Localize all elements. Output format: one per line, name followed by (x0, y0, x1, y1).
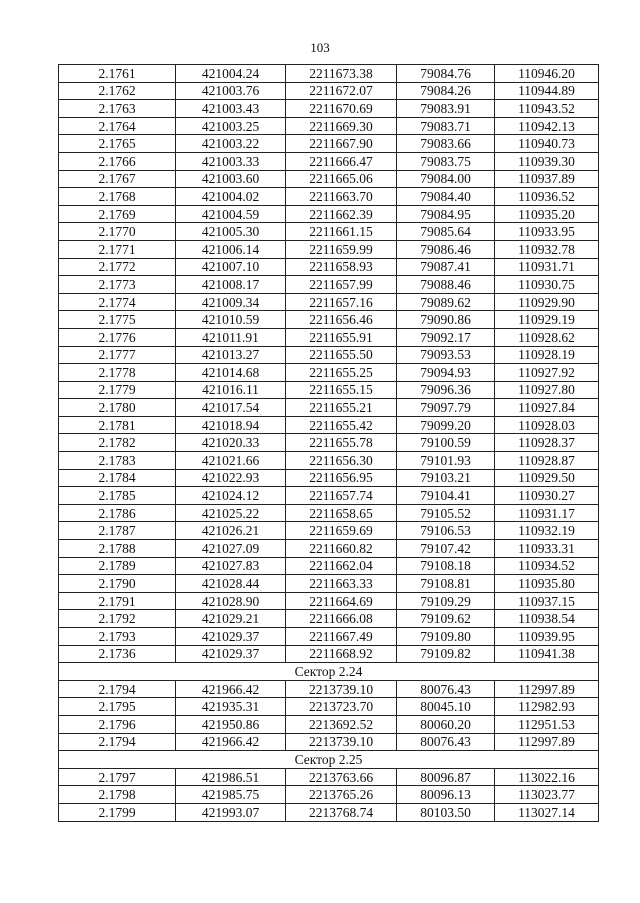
point-id-cell: 2.1776 (59, 328, 176, 346)
point-id-cell: 2.1788 (59, 540, 176, 558)
y-coord-cell: 2211656.46 (286, 311, 397, 329)
point-id-cell: 2.1797 (59, 768, 176, 786)
y-coord-cell: 2211661.15 (286, 223, 397, 241)
local-x-cell: 79109.62 (397, 610, 495, 628)
point-id-cell: 2.1763 (59, 100, 176, 118)
local-x-cell: 80096.13 (397, 786, 495, 804)
table-row (59, 276, 599, 294)
local-x-cell: 79084.76 (397, 65, 495, 83)
x-coord-cell: 421029.37 (176, 628, 286, 646)
point-id-cell: 2.1790 (59, 575, 176, 593)
table-row (59, 170, 599, 188)
x-coord-cell: 421013.27 (176, 346, 286, 364)
table-row (59, 399, 599, 417)
local-y-cell: 110939.95 (495, 628, 599, 646)
table-row (59, 540, 599, 558)
y-coord-cell: 2211665.06 (286, 170, 397, 188)
table-row (59, 434, 599, 452)
local-y-cell: 110929.50 (495, 469, 599, 487)
point-id-cell: 2.1772 (59, 258, 176, 276)
y-coord-cell: 2211655.42 (286, 416, 397, 434)
x-coord-cell: 421014.68 (176, 364, 286, 382)
point-id-cell: 2.1778 (59, 364, 176, 382)
y-coord-cell: 2211656.30 (286, 452, 397, 470)
table-row (59, 610, 599, 628)
point-id-cell: 2.1787 (59, 522, 176, 540)
local-x-cell: 79088.46 (397, 276, 495, 294)
table-row (59, 487, 599, 505)
table-row (59, 381, 599, 399)
point-id-cell: 2.1777 (59, 346, 176, 364)
y-coord-cell: 2211659.99 (286, 240, 397, 258)
table-row (59, 698, 599, 716)
x-coord-cell: 421010.59 (176, 311, 286, 329)
local-y-cell: 110927.80 (495, 381, 599, 399)
x-coord-cell: 421004.02 (176, 188, 286, 206)
sector-header-row (59, 751, 599, 769)
x-coord-cell: 421985.75 (176, 786, 286, 804)
x-coord-cell: 421024.12 (176, 487, 286, 505)
point-id-cell: 2.1774 (59, 293, 176, 311)
local-y-cell: 110936.52 (495, 188, 599, 206)
local-x-cell: 79109.80 (397, 628, 495, 646)
table-row (59, 328, 599, 346)
local-x-cell: 79086.46 (397, 240, 495, 258)
local-y-cell: 110944.89 (495, 82, 599, 100)
point-id-cell: 2.1769 (59, 205, 176, 223)
y-coord-cell: 2211663.70 (286, 188, 397, 206)
table-row (59, 205, 599, 223)
point-id-cell: 2.1782 (59, 434, 176, 452)
table-row (59, 82, 599, 100)
local-x-cell: 79090.86 (397, 311, 495, 329)
local-x-cell: 79092.17 (397, 328, 495, 346)
local-y-cell: 110943.52 (495, 100, 599, 118)
point-id-cell: 2.1793 (59, 628, 176, 646)
local-y-cell: 110939.30 (495, 152, 599, 170)
local-x-cell: 79093.53 (397, 346, 495, 364)
sector-title: Сектор 2.24 (59, 663, 599, 681)
local-x-cell: 79105.52 (397, 504, 495, 522)
local-x-cell: 79083.66 (397, 135, 495, 153)
point-id-cell: 2.1795 (59, 698, 176, 716)
local-x-cell: 79085.64 (397, 223, 495, 241)
y-coord-cell: 2213739.10 (286, 680, 397, 698)
point-id-cell: 2.1764 (59, 117, 176, 135)
x-coord-cell: 421026.21 (176, 522, 286, 540)
point-id-cell: 2.1783 (59, 452, 176, 470)
table-row (59, 188, 599, 206)
x-coord-cell: 421021.66 (176, 452, 286, 470)
x-coord-cell: 421009.34 (176, 293, 286, 311)
x-coord-cell: 421986.51 (176, 768, 286, 786)
x-coord-cell: 421950.86 (176, 715, 286, 733)
local-y-cell: 110927.84 (495, 399, 599, 417)
table-row (59, 803, 599, 821)
table-row (59, 645, 599, 663)
y-coord-cell: 2211659.69 (286, 522, 397, 540)
local-x-cell: 79087.41 (397, 258, 495, 276)
x-coord-cell: 421004.59 (176, 205, 286, 223)
x-coord-cell: 421018.94 (176, 416, 286, 434)
table-row (59, 135, 599, 153)
y-coord-cell: 2211655.25 (286, 364, 397, 382)
local-y-cell: 110933.95 (495, 223, 599, 241)
y-coord-cell: 2211668.92 (286, 645, 397, 663)
local-y-cell: 110928.19 (495, 346, 599, 364)
point-id-cell: 2.1780 (59, 399, 176, 417)
x-coord-cell: 421004.24 (176, 65, 286, 83)
local-x-cell: 80096.87 (397, 768, 495, 786)
table-row (59, 452, 599, 470)
local-y-cell: 110928.03 (495, 416, 599, 434)
table-row (59, 293, 599, 311)
x-coord-cell: 421028.44 (176, 575, 286, 593)
y-coord-cell: 2211657.16 (286, 293, 397, 311)
x-coord-cell: 421003.22 (176, 135, 286, 153)
table-row (59, 504, 599, 522)
local-y-cell: 113023.77 (495, 786, 599, 804)
local-y-cell: 112997.89 (495, 680, 599, 698)
y-coord-cell: 2213723.70 (286, 698, 397, 716)
local-x-cell: 79084.26 (397, 82, 495, 100)
x-coord-cell: 421003.60 (176, 170, 286, 188)
local-y-cell: 110928.87 (495, 452, 599, 470)
y-coord-cell: 2211655.50 (286, 346, 397, 364)
local-y-cell: 110930.75 (495, 276, 599, 294)
y-coord-cell: 2211655.78 (286, 434, 397, 452)
point-id-cell: 2.1779 (59, 381, 176, 399)
table-row (59, 117, 599, 135)
table-row (59, 258, 599, 276)
point-id-cell: 2.1794 (59, 680, 176, 698)
table-row (59, 522, 599, 540)
y-coord-cell: 2213692.52 (286, 715, 397, 733)
y-coord-cell: 2211662.39 (286, 205, 397, 223)
point-id-cell: 2.1773 (59, 276, 176, 294)
table-row (59, 65, 599, 83)
point-id-cell: 2.1766 (59, 152, 176, 170)
local-y-cell: 110937.89 (495, 170, 599, 188)
local-y-cell: 112982.93 (495, 698, 599, 716)
x-coord-cell: 421003.25 (176, 117, 286, 135)
table-row (59, 469, 599, 487)
table-row (59, 416, 599, 434)
page-number: 103 (310, 40, 330, 55)
local-x-cell: 79104.41 (397, 487, 495, 505)
point-id-cell: 2.1792 (59, 610, 176, 628)
table-row (59, 223, 599, 241)
table-row (59, 786, 599, 804)
table-row (59, 715, 599, 733)
table-row (59, 557, 599, 575)
table-row (59, 311, 599, 329)
y-coord-cell: 2211655.15 (286, 381, 397, 399)
local-y-cell: 110929.19 (495, 311, 599, 329)
point-id-cell: 2.1775 (59, 311, 176, 329)
y-coord-cell: 2213768.74 (286, 803, 397, 821)
x-coord-cell: 421025.22 (176, 504, 286, 522)
y-coord-cell: 2211664.69 (286, 592, 397, 610)
coordinates-table (58, 64, 599, 822)
local-y-cell: 110931.71 (495, 258, 599, 276)
sector-header-row (59, 663, 599, 681)
y-coord-cell: 2213765.26 (286, 786, 397, 804)
point-id-cell: 2.1781 (59, 416, 176, 434)
point-id-cell: 2.1791 (59, 592, 176, 610)
local-y-cell: 110937.15 (495, 592, 599, 610)
y-coord-cell: 2211662.04 (286, 557, 397, 575)
x-coord-cell: 421966.42 (176, 733, 286, 751)
y-coord-cell: 2211667.49 (286, 628, 397, 646)
point-id-cell: 2.1798 (59, 786, 176, 804)
point-id-cell: 2.1762 (59, 82, 176, 100)
y-coord-cell: 2211672.07 (286, 82, 397, 100)
local-y-cell: 110931.17 (495, 504, 599, 522)
x-coord-cell: 421016.11 (176, 381, 286, 399)
local-x-cell: 80076.43 (397, 733, 495, 751)
x-coord-cell: 421029.21 (176, 610, 286, 628)
table-row (59, 680, 599, 698)
point-id-cell: 2.1770 (59, 223, 176, 241)
local-x-cell: 79084.40 (397, 188, 495, 206)
local-x-cell: 79094.93 (397, 364, 495, 382)
x-coord-cell: 421027.09 (176, 540, 286, 558)
local-x-cell: 79083.75 (397, 152, 495, 170)
x-coord-cell: 421029.37 (176, 645, 286, 663)
x-coord-cell: 421966.42 (176, 680, 286, 698)
point-id-cell: 2.1784 (59, 469, 176, 487)
x-coord-cell: 421022.93 (176, 469, 286, 487)
coordinates-table-body (59, 65, 599, 822)
local-x-cell: 79103.21 (397, 469, 495, 487)
local-x-cell: 79106.53 (397, 522, 495, 540)
y-coord-cell: 2213739.10 (286, 733, 397, 751)
local-y-cell: 110935.80 (495, 575, 599, 593)
local-y-cell: 110932.78 (495, 240, 599, 258)
local-x-cell: 80045.10 (397, 698, 495, 716)
y-coord-cell: 2211655.21 (286, 399, 397, 417)
y-coord-cell: 2211656.95 (286, 469, 397, 487)
local-y-cell: 110934.52 (495, 557, 599, 575)
local-y-cell: 110938.54 (495, 610, 599, 628)
local-x-cell: 79084.00 (397, 170, 495, 188)
local-x-cell: 79109.29 (397, 592, 495, 610)
x-coord-cell: 421011.91 (176, 328, 286, 346)
x-coord-cell: 421007.10 (176, 258, 286, 276)
point-id-cell: 2.1794 (59, 733, 176, 751)
y-coord-cell: 2211666.47 (286, 152, 397, 170)
table-row (59, 628, 599, 646)
x-coord-cell: 421017.54 (176, 399, 286, 417)
point-id-cell: 2.1768 (59, 188, 176, 206)
local-y-cell: 112997.89 (495, 733, 599, 751)
local-x-cell: 79107.42 (397, 540, 495, 558)
local-y-cell: 110941.38 (495, 645, 599, 663)
local-y-cell: 110927.92 (495, 364, 599, 382)
x-coord-cell: 421020.33 (176, 434, 286, 452)
table-row (59, 592, 599, 610)
table-row (59, 100, 599, 118)
local-y-cell: 110933.31 (495, 540, 599, 558)
local-x-cell: 79084.95 (397, 205, 495, 223)
point-id-cell: 2.1786 (59, 504, 176, 522)
y-coord-cell: 2211658.65 (286, 504, 397, 522)
table-row (59, 240, 599, 258)
local-x-cell: 79101.93 (397, 452, 495, 470)
local-y-cell: 110946.20 (495, 65, 599, 83)
local-x-cell: 79083.71 (397, 117, 495, 135)
table-row (59, 364, 599, 382)
local-x-cell: 80103.50 (397, 803, 495, 821)
y-coord-cell: 2211655.91 (286, 328, 397, 346)
local-y-cell: 110928.62 (495, 328, 599, 346)
local-x-cell: 79100.59 (397, 434, 495, 452)
y-coord-cell: 2211660.82 (286, 540, 397, 558)
x-coord-cell: 421003.33 (176, 152, 286, 170)
y-coord-cell: 2211669.30 (286, 117, 397, 135)
local-x-cell: 79108.18 (397, 557, 495, 575)
table-row (59, 575, 599, 593)
y-coord-cell: 2211657.74 (286, 487, 397, 505)
y-coord-cell: 2211673.38 (286, 65, 397, 83)
point-id-cell: 2.1767 (59, 170, 176, 188)
x-coord-cell: 421008.17 (176, 276, 286, 294)
local-x-cell: 80076.43 (397, 680, 495, 698)
x-coord-cell: 421003.43 (176, 100, 286, 118)
table-row (59, 152, 599, 170)
point-id-cell: 2.1761 (59, 65, 176, 83)
y-coord-cell: 2211670.69 (286, 100, 397, 118)
x-coord-cell: 421935.31 (176, 698, 286, 716)
x-coord-cell: 421006.14 (176, 240, 286, 258)
local-x-cell: 79109.82 (397, 645, 495, 663)
point-id-cell: 2.1799 (59, 803, 176, 821)
local-y-cell: 110929.90 (495, 293, 599, 311)
table-row (59, 346, 599, 364)
local-y-cell: 113022.16 (495, 768, 599, 786)
y-coord-cell: 2213763.66 (286, 768, 397, 786)
table-row (59, 768, 599, 786)
point-id-cell: 2.1785 (59, 487, 176, 505)
local-y-cell: 110935.20 (495, 205, 599, 223)
y-coord-cell: 2211667.90 (286, 135, 397, 153)
point-id-cell: 2.1796 (59, 715, 176, 733)
point-id-cell: 2.1771 (59, 240, 176, 258)
local-y-cell: 110928.37 (495, 434, 599, 452)
local-x-cell: 79097.79 (397, 399, 495, 417)
table-row (59, 733, 599, 751)
y-coord-cell: 2211657.99 (286, 276, 397, 294)
local-y-cell: 110930.27 (495, 487, 599, 505)
x-coord-cell: 421027.83 (176, 557, 286, 575)
x-coord-cell: 421005.30 (176, 223, 286, 241)
x-coord-cell: 421993.07 (176, 803, 286, 821)
local-x-cell: 79108.81 (397, 575, 495, 593)
local-y-cell: 110932.19 (495, 522, 599, 540)
x-coord-cell: 421003.76 (176, 82, 286, 100)
point-id-cell: 2.1765 (59, 135, 176, 153)
y-coord-cell: 2211658.93 (286, 258, 397, 276)
local-x-cell: 79089.62 (397, 293, 495, 311)
sector-title: Сектор 2.25 (59, 751, 599, 769)
local-y-cell: 112951.53 (495, 715, 599, 733)
point-id-cell: 2.1789 (59, 557, 176, 575)
point-id-cell: 2.1736 (59, 645, 176, 663)
local-x-cell: 79099.20 (397, 416, 495, 434)
local-x-cell: 79083.91 (397, 100, 495, 118)
y-coord-cell: 2211666.08 (286, 610, 397, 628)
local-y-cell: 110940.73 (495, 135, 599, 153)
local-x-cell: 79096.36 (397, 381, 495, 399)
local-x-cell: 80060.20 (397, 715, 495, 733)
local-y-cell: 110942.13 (495, 117, 599, 135)
local-y-cell: 113027.14 (495, 803, 599, 821)
x-coord-cell: 421028.90 (176, 592, 286, 610)
y-coord-cell: 2211663.33 (286, 575, 397, 593)
